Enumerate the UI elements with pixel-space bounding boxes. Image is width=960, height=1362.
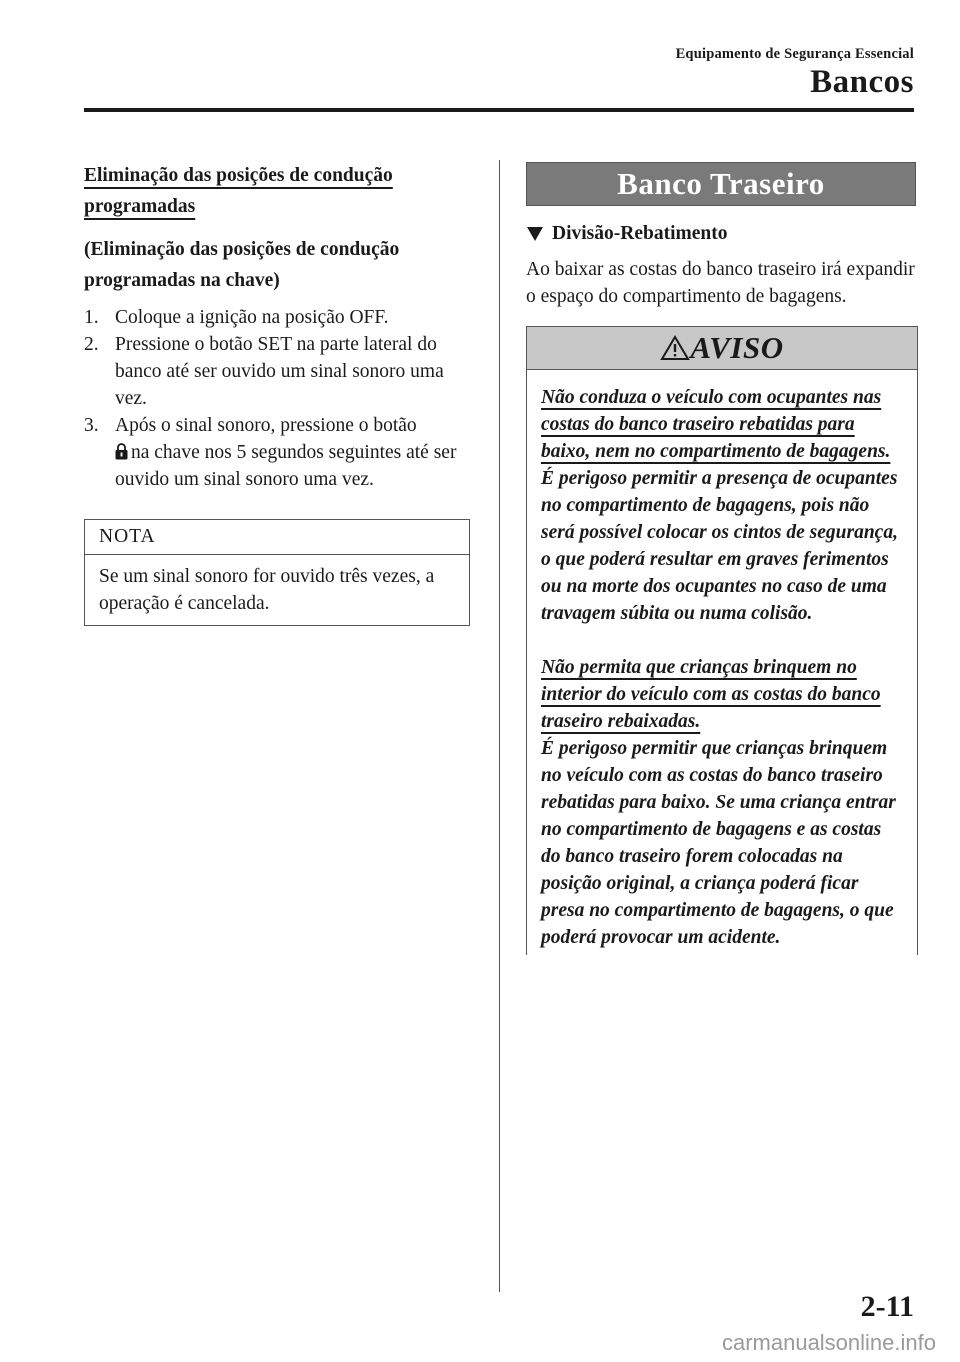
step-number: 1. xyxy=(84,307,99,328)
sub-heading: (Eliminação das posições de condução programadas na chave) xyxy=(84,239,400,291)
warning-explanation: É perigoso permitir a presença de ocupantes no compartimento de bagagens, pois não será possível colocar os cintos de segurança, o que poderá resultar em graves ferimentos ou na morte dos ocupantes no caso de uma travagem súbita ou numa colisão. xyxy=(541,468,898,624)
left-column xyxy=(84,160,472,626)
warning-box xyxy=(526,326,918,955)
step-text: Após o sinal sonoro, pressione o botão xyxy=(115,415,417,436)
warning-statement: Não permita que crianças brinquem no interior do veículo com as costas do banco traseiro rebaixadas. xyxy=(541,657,881,732)
watermark: carmanualsonline.info xyxy=(721,1330,936,1355)
subsection-title: Divisão-Rebatimento xyxy=(552,223,728,244)
warning-body xyxy=(527,370,917,955)
list-item xyxy=(84,304,472,331)
column-divider xyxy=(499,160,500,1292)
triangle-down-icon xyxy=(526,226,544,242)
right-column xyxy=(526,162,916,955)
section-banner: Banco Traseiro xyxy=(526,162,916,206)
note-box xyxy=(84,519,470,626)
header-subtitle: Equipamento de Segurança Essencial xyxy=(675,46,914,62)
header-rule xyxy=(84,108,914,112)
step-number: 3. xyxy=(84,415,99,436)
warning-explanation: É perigoso permitir que crianças brinquem no veículo com as costas do banco traseiro rebatidas para baixo. Se uma criança entrar no compartimento de bagagens e as costas do banco traseiro forem colocadas na posição original, a criança poderá ficar presa no compartimento de bagagens, o que poderá provocar um acidente. xyxy=(541,738,896,948)
note-title: NOTA xyxy=(85,520,469,555)
warning-statement: Não conduza o veículo com ocupantes nas costas do banco traseiro rebatidas para baixo, nem no compartimento de bagagens. xyxy=(541,387,891,462)
warning-triangle-icon xyxy=(660,335,690,361)
warning-title: AVISO xyxy=(690,330,784,365)
step-number: 2. xyxy=(84,334,99,355)
section-heading: Eliminação das posições de condução programadas xyxy=(84,165,393,217)
step-text: na chave nos 5 segundos seguintes até ser ouvido um sinal sonoro uma vez. xyxy=(115,442,457,490)
subsection-heading xyxy=(526,220,916,248)
note-body: Se um sinal sonoro for ouvido três vezes, a operação é cancelada. xyxy=(99,566,435,614)
body-paragraph: Ao baixar as costas do banco traseiro irá expandir o espaço do compartimento de bagagens. xyxy=(526,259,915,307)
list-item xyxy=(84,412,472,493)
steps-list xyxy=(84,304,472,493)
step-text: Coloque a ignição na posição OFF. xyxy=(115,307,389,328)
header-title: Bancos xyxy=(810,64,914,100)
page-number: 2-11 xyxy=(860,1290,914,1323)
warning-header xyxy=(527,327,917,370)
step-text: Pressione o botão SET na parte lateral do banco até ser ouvido um sinal sonoro uma vez. xyxy=(115,334,444,409)
list-item xyxy=(84,331,472,412)
lock-icon xyxy=(115,443,128,460)
